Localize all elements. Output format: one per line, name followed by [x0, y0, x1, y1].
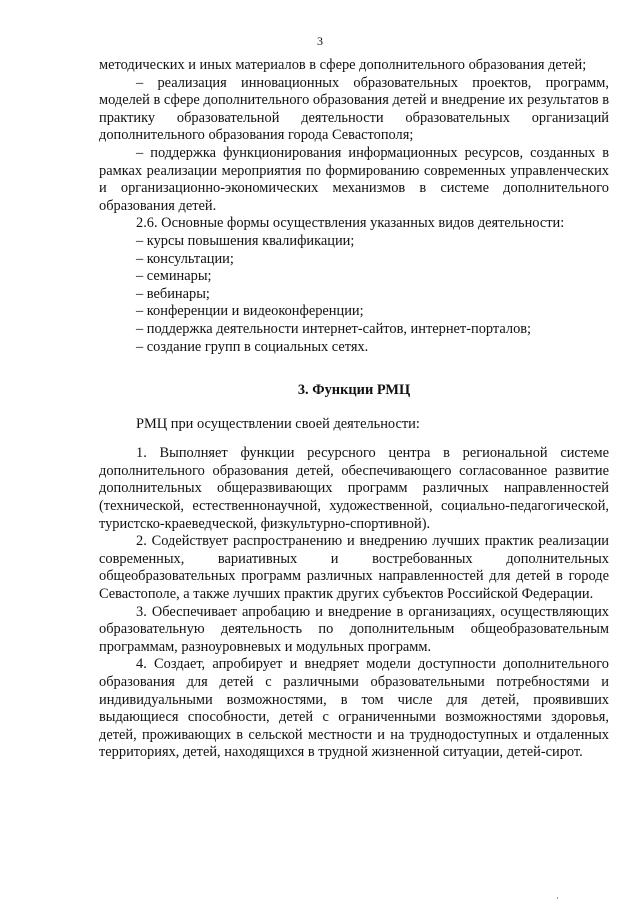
forms-list: [99, 233, 609, 356]
section-lead: РМЦ при осуществлении своей деятельности:: [136, 415, 420, 432]
section-2-6-title: 2.6. Основные формы осуществления указанных видов деятельности:: [136, 215, 565, 232]
list-item: – конференции и видеоконференции;: [136, 303, 364, 320]
list-item: – консультации;: [136, 250, 234, 267]
list-item: – создание групп в социальных сетях.: [136, 338, 369, 355]
function-item: 4. Создает, апробирует и внедряет модели доступности дополнительного образования для детей с различными образовательными потребностями и индивидуальными возможностями, в том числе для детей, проявивших выдающиеся способности, детей с ограниченными возможностями здоровья, детей, проживающих в сельской местности и на труднодоступных и отдаленных территориях, детей, находящихся в трудной жизненной ситуации, детей-сирот.: [99, 656, 609, 761]
function-item: 2. Содействует распространению и внедрению лучших практик реализации современных, вариативных и востребованных дополнительных общеобразовательных программ различных направленностей для детей в городе Севастополе, а также лучших практик других субъектов Российской Федерации.: [99, 533, 609, 603]
list-item: – поддержка деятельности интернет-сайтов, интернет-порталов;: [136, 320, 532, 337]
list-item: – семинары;: [136, 268, 212, 285]
page-number: 3: [317, 34, 323, 48]
intro-fragment: методических и иных материалов в сфере дополнительного образования детей;: [99, 57, 587, 73]
section-heading: 3. Функции РМЦ: [297, 382, 411, 399]
function-item: 1. Выполняет функции ресурсного центра в региональной системе дополнительного образования детей, обеспечивающего согласованное развитие дополнительных общеразвивающих программ различных направленностей (технической, естественнонаучной, художественной, социально-педагогической, туристско-краеведческой, физкультурно-спортивной).: [99, 445, 609, 532]
bullet-paragraph: – реализация инновационных образовательных проектов, программ, моделей в сфере дополнительного образования детей и внедрение их результатов в практику образовательной деятельности образовательных организаций дополнительного образования города Севастополя;: [99, 74, 609, 144]
function-item: 3. Обеспечивает апробацию и внедрение в организациях, осуществляющих образовательную деятельность по дополнительным общеобразовательным программам, разноуровневых и модульных программ.: [99, 603, 609, 655]
list-item: – курсы повышения квалификации;: [136, 232, 355, 249]
page-content: [99, 57, 609, 762]
bullet-paragraph: – поддержка функционирования информационных ресурсов, созданных в рамках реализации мероприятия по формированию современных управленческих и организационно-экономических механизмов в системе дополнительного образования детей.: [99, 144, 609, 214]
corner-mark: ·: [556, 893, 559, 903]
list-item: – вебинары;: [136, 285, 210, 302]
